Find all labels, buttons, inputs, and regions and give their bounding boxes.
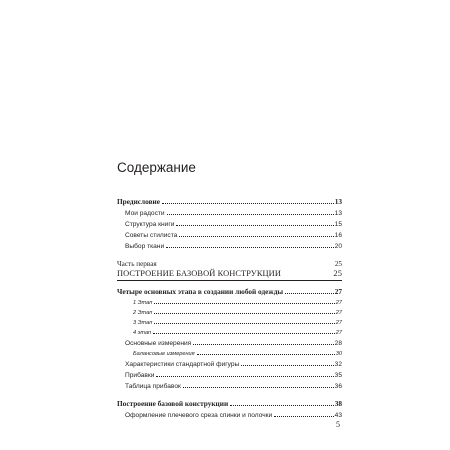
toc-page-number: 43 <box>334 412 342 419</box>
dot-leader <box>193 344 333 345</box>
toc-page-number: 27 <box>335 330 342 336</box>
dot-leader <box>162 203 334 204</box>
dot-leader <box>197 354 335 355</box>
toc-entry-label: ПОСТРОЕНИЕ БАЗОВОЙ КОНСТРУКЦИИ <box>117 269 281 278</box>
dot-leader <box>154 313 334 314</box>
toc-subentry[interactable] <box>117 316 342 326</box>
toc-entry-label: Выбор ткани <box>125 243 165 250</box>
toc-page-number: 35 <box>334 372 342 379</box>
toc-page-number: 30 <box>335 351 342 357</box>
dot-leader <box>179 236 333 237</box>
toc-entry-label: Часть первая <box>117 260 157 268</box>
toc-page-number: 25 <box>333 269 342 278</box>
dot-leader <box>153 333 335 334</box>
toc-page-number: 27 <box>335 300 342 306</box>
toc-entry-label: Структура книги <box>125 221 175 228</box>
toc-entry-label: Характеристики стандартной фигуры <box>125 361 240 368</box>
dot-leader <box>274 416 333 417</box>
dot-leader <box>156 376 333 377</box>
dot-leader <box>176 225 333 226</box>
toc-subentry[interactable] <box>117 306 342 316</box>
toc-entry[interactable] <box>117 358 342 368</box>
toc-page-number: 27 <box>335 310 342 316</box>
toc-page-number: 15 <box>334 221 342 228</box>
toc-entry-label: 2 Этап <box>133 310 153 316</box>
toc-page-number: 20 <box>334 243 342 250</box>
toc-entry[interactable] <box>117 207 342 217</box>
toc-entry-label: 1 Этап <box>133 300 153 306</box>
toc-entry-label: Основные измерения <box>125 340 192 347</box>
toc-entry-label: Таблица прибавок <box>125 383 181 390</box>
toc-page-number: 27 <box>334 287 342 296</box>
toc-entry[interactable] <box>117 218 342 228</box>
toc-entry[interactable] <box>117 229 342 239</box>
toc-entry[interactable] <box>117 240 342 250</box>
toc-entry-label: Четыре основных этапа в создании любой одежды <box>117 287 284 296</box>
toc-entry[interactable] <box>117 409 342 419</box>
toc-entry-label: Оформление плечевого среза спинки и полочки <box>125 412 273 419</box>
toc-page-number: 36 <box>334 383 342 390</box>
toc-entry[interactable] <box>117 380 342 390</box>
toc-entry-label: Советы стилиста <box>125 232 178 239</box>
toc-entry-label: Балансовые измерения <box>133 351 195 357</box>
toc-entry-label: 3 Этап <box>133 320 153 326</box>
toc-subentry[interactable] <box>117 347 342 357</box>
toc-section-heading[interactable] <box>117 286 342 296</box>
toc-page-number: 13 <box>334 197 342 206</box>
dot-leader <box>154 323 334 324</box>
toc-subentry[interactable] <box>117 326 342 336</box>
toc-subentry[interactable] <box>117 296 342 306</box>
toc-entry[interactable] <box>117 369 342 379</box>
toc-entry-label: Мои радости <box>125 210 165 217</box>
toc-page-number: 32 <box>334 361 342 368</box>
toc-page-number: 25 <box>334 260 342 268</box>
toc-entry-label: Прибавки <box>125 372 155 379</box>
toc-part-title[interactable] <box>117 268 342 278</box>
toc-section-heading[interactable] <box>117 398 342 408</box>
toc-page-number: 28 <box>334 340 342 347</box>
dot-leader <box>183 387 334 388</box>
dot-leader <box>167 214 334 215</box>
toc-page-number: 13 <box>334 210 342 217</box>
toc-entry-label: Предисловие <box>117 197 160 206</box>
page-title: Содержание <box>117 160 196 175</box>
toc-page-number: 16 <box>334 232 342 239</box>
part-divider <box>117 280 342 281</box>
dot-leader <box>230 405 334 406</box>
toc-section-heading[interactable] <box>117 196 342 206</box>
toc-entry[interactable] <box>117 337 342 347</box>
page-number: 5 <box>336 420 340 429</box>
dot-leader <box>241 365 333 366</box>
toc-part-label[interactable] <box>117 258 342 268</box>
dot-leader <box>285 293 334 294</box>
dot-leader <box>166 247 334 248</box>
toc-entry-label: 4 этап <box>133 330 152 336</box>
toc-page-number: 27 <box>335 320 342 326</box>
toc-entry-label: Построение базовой конструкции <box>117 399 229 408</box>
dot-leader <box>154 303 334 304</box>
toc-page-number: 38 <box>334 399 342 408</box>
